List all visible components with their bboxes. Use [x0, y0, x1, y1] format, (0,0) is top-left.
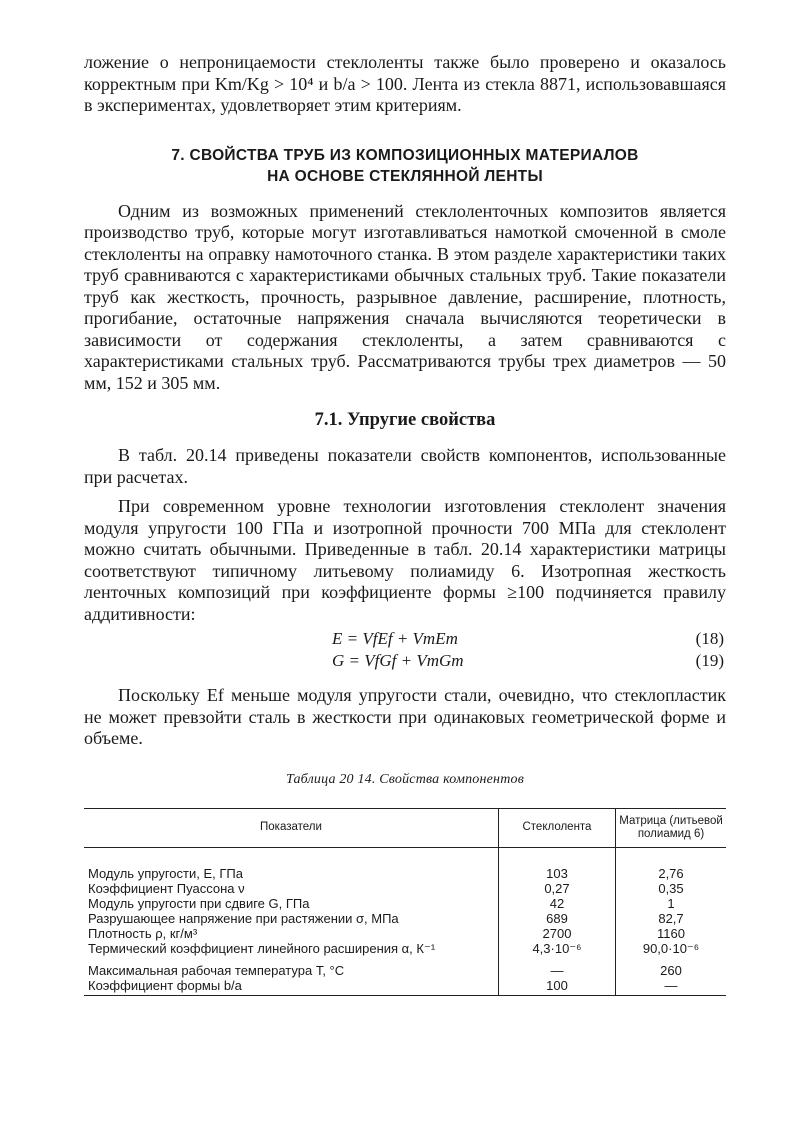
- cell-matrix: 82,7: [616, 911, 726, 926]
- cell-glass: 42: [498, 896, 615, 911]
- table-row: [84, 911, 726, 926]
- section-heading-line2: НА ОСНОВЕ СТЕКЛЯННОЙ ЛЕНТЫ: [267, 167, 543, 185]
- cell-matrix: 2,76: [616, 847, 726, 881]
- header-matrix: Матрица (литьевой полиамид 6): [616, 808, 726, 847]
- formula-expression: G = VfGf + VmGm: [332, 651, 464, 670]
- formula-number: (18): [695, 629, 724, 648]
- table-row: [84, 978, 726, 996]
- cell-matrix: 260: [616, 956, 726, 978]
- table-row: [84, 941, 726, 956]
- table-row: [84, 881, 726, 896]
- formula-row: [84, 651, 726, 673]
- paragraph-table-reference: В табл. 20.14 приведены показатели свойств компонентов, использованные при расчетах.: [84, 445, 726, 487]
- cell-glass: —: [498, 956, 615, 978]
- section-paragraph: Одним из возможных применений стеклоленточных композитов является производство труб, которые могут изготавливаться намоткой смоченной в смоле стеклоленты на оправку намоточного станка. В этом разделе характеристики таких труб сравниваются с характеристиками обычных стальных труб. Такие показатели труб как жесткость, прочность, разрывное давление, расширение, плотность, прогибание, остаточные напряжения сначала вычисляются теоретически в зависимости от содержания стеклоленты, а затем сравниваются с характеристиками стальных труб. Рассматриваются трубы трех диаметров — 50 мм, 152 и 305 мм.: [84, 200, 726, 393]
- subsection-heading: 7.1. Упругие свойства: [314, 410, 496, 430]
- cell-property: Модуль упругости при сдвиге G, ГПа: [88, 895, 310, 911]
- cell-property: Плотность ρ, кг/м³: [88, 925, 198, 941]
- cell-property: Максимальная рабочая температура T, °C: [88, 962, 345, 978]
- intro-paragraph: ложение о непроницаемости стеклоленты также было проверено и оказалось корректным при Km/Kg > 10⁴ и b/a > 100. Лента из стекла 8871, использовавшаяся в экспериментах, удовлетворяет этим критериям.: [84, 52, 726, 115]
- table-row: [84, 956, 726, 978]
- paragraph-technology: При современном уровне технологии изготовления стеклолент значения модуля упругости 100 ГПа и изотропной прочности 700 МПа для стеклолент можно считать обычными. Приведенные в табл. 20.14 характеристики матрицы соответствуют типичному литьевому полиамиду 6. Изотропная жесткость ленточных композиций при коэффициенте формы ≥100 подчиняется правилу аддитивности:: [84, 496, 726, 624]
- cell-glass: 100: [498, 978, 615, 996]
- cell-glass: 2700: [498, 926, 615, 941]
- cell-glass: 4,3·10⁻⁶: [498, 941, 615, 956]
- cell-property: Коэффициент Пуассона ν: [88, 880, 245, 896]
- cell-matrix: 90,0·10⁻⁶: [616, 941, 726, 956]
- table-header-row: [84, 808, 726, 847]
- section-heading: [84, 145, 726, 187]
- header-property: Показатели: [84, 808, 498, 847]
- cell-property: Модуль упругости, E, ГПа: [88, 865, 243, 881]
- table-caption: Таблица 20 14. Свойства компонентов: [286, 771, 524, 787]
- cell-glass: 689: [498, 911, 615, 926]
- cell-matrix: 1: [616, 896, 726, 911]
- document-page: [84, 52, 726, 996]
- table-row: [84, 896, 726, 911]
- section-heading-line1: 7. СВОЙСТВА ТРУБ ИЗ КОМПОЗИЦИОННЫХ МАТЕРИАЛОВ: [171, 146, 639, 164]
- formula-expression: E = VfEf + VmEm: [332, 629, 458, 648]
- cell-matrix: 1160: [616, 926, 726, 941]
- header-glass: Стеклолента: [498, 808, 615, 847]
- cell-matrix: 0,35: [616, 881, 726, 896]
- formula-number: (19): [695, 651, 724, 670]
- cell-property: Коэффициент формы b/a: [84, 978, 498, 996]
- cell-matrix: —: [616, 978, 726, 996]
- cell-property: Разрушающее напряжение при растяжении σ, МПа: [88, 910, 399, 926]
- cell-property: Термический коэффициент линейного расширения α, К⁻¹: [88, 940, 436, 956]
- table-row: [84, 926, 726, 941]
- paragraph-conclusion: Поскольку Ef меньше модуля упругости стали, очевидно, что стеклопластик не может превзойти сталь в жесткости при одинаковых геометрической форме и объеме.: [84, 685, 726, 748]
- cell-glass: 0,27: [498, 881, 615, 896]
- formula-row: [84, 629, 726, 651]
- properties-table: [84, 808, 726, 996]
- table-row: [84, 847, 726, 881]
- cell-glass: 103: [498, 847, 615, 881]
